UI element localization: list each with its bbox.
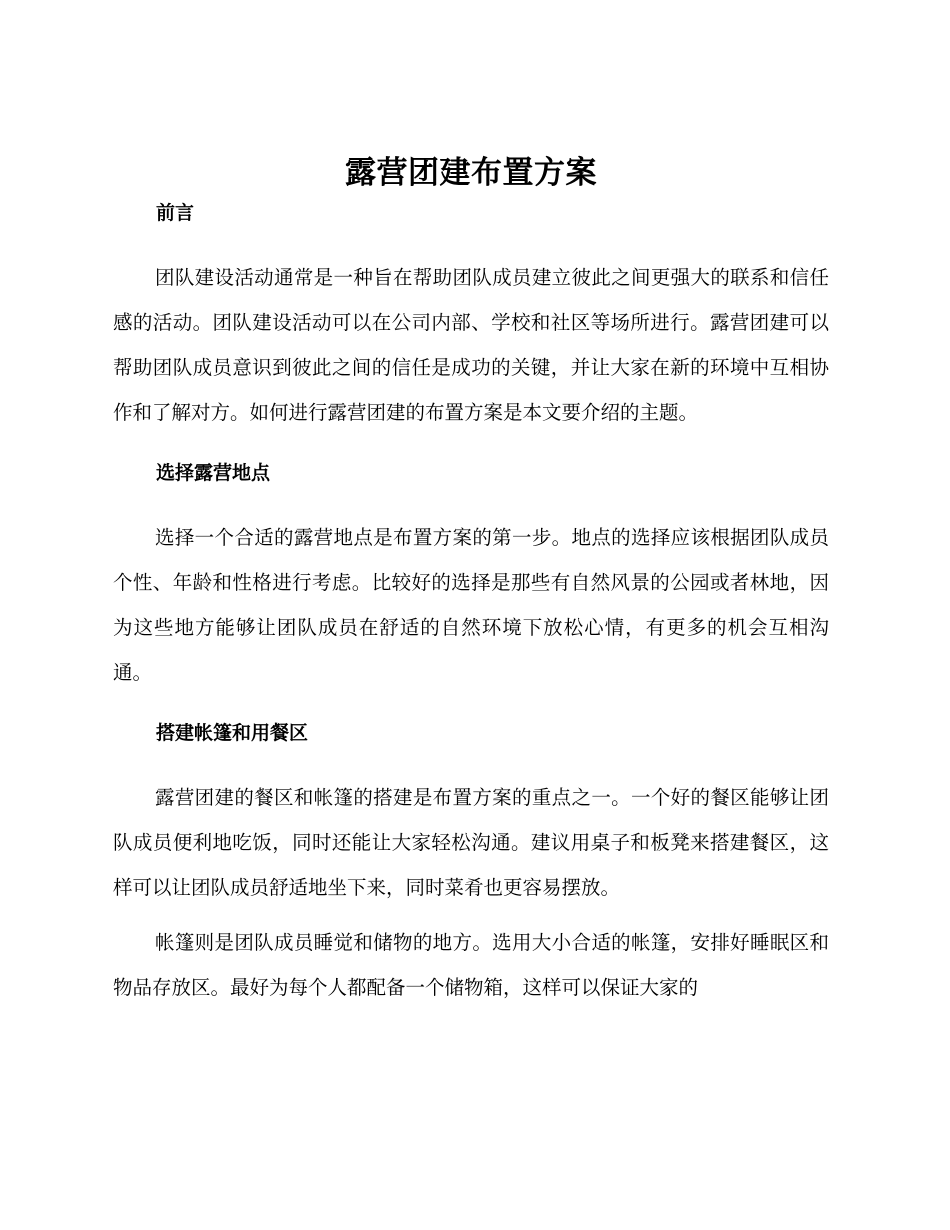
section-heading-preface: 前言 [156, 202, 195, 224]
document-body [113, 150, 829, 1010]
section-heading-tents-dining: 搭建帐篷和用餐区 [156, 722, 309, 744]
document-title: 露营团建布置方案 [345, 155, 597, 191]
paragraph-choose-site: 选择一个合适的露营地点是布置方案的第一步。地点的选择应该根据团队成员个性、年龄和性格进行考虑。比较好的选择是那些有自然风景的公园或者林地，因为这些地方能够让团队成员在舒适的自然环境下放松心情，有更多的机会互相沟通。 [113, 526, 829, 684]
paragraph-preface: 团队建设活动通常是一种旨在帮助团队成员建立彼此之间更强大的联系和信任感的活动。团队建设活动可以在公司内部、学校和社区等场所进行。露营团建可以帮助团队成员意识到彼此之间的信任是成功的关键，并让大家在新的环境中互相协作和了解对方。如何进行露营团建的布置方案是本文要介绍的主题。 [113, 266, 829, 424]
section-heading-choose-site: 选择露营地点 [156, 462, 271, 484]
paragraph-dining-area: 露营团建的餐区和帐篷的搭建是布置方案的重点之一。一个好的餐区能够让团队成员便利地吃饭，同时还能让大家轻松沟通。建议用桌子和板凳来搭建餐区，这样可以让团队成员舒适地坐下来，同时菜肴也更容易摆放。 [113, 786, 829, 899]
paragraph-tents: 帐篷则是团队成员睡觉和储物的地方。选用大小合适的帐篷，安排好睡眠区和物品存放区。最好为每个人都配备一个储物箱，这样可以保证大家的 [113, 931, 829, 999]
